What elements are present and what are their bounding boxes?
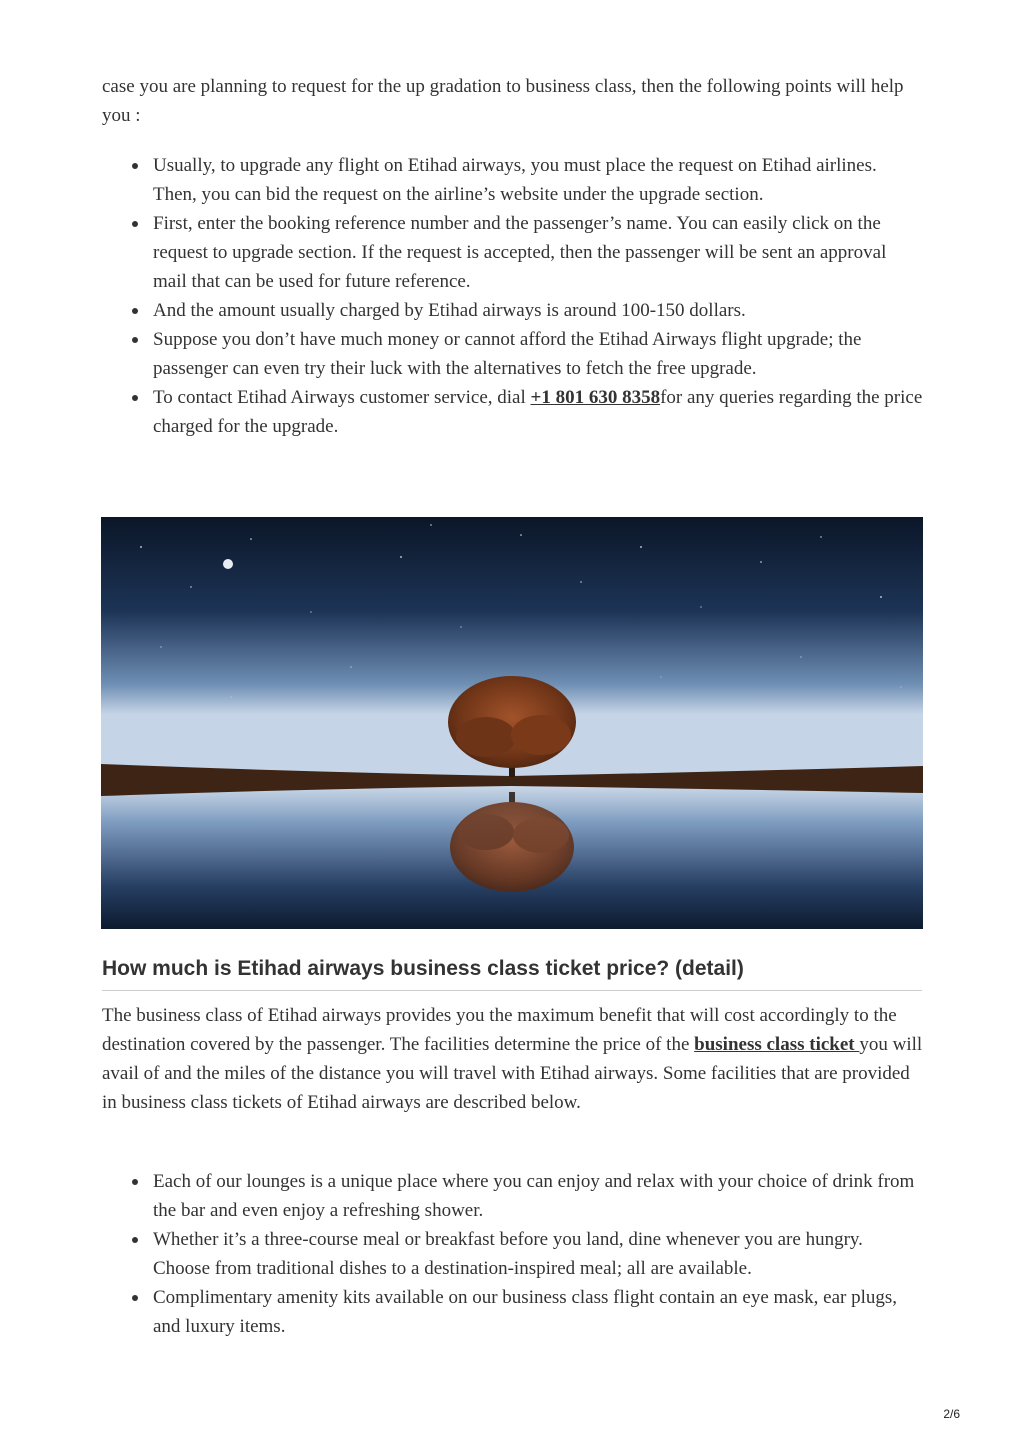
section-paragraph bbox=[102, 1001, 924, 1117]
list-item: Whether it’s a three-course meal or breakfast before you land, dine whenever you are hungry. Choose from traditional dishes to a destination-inspired meal; all are available. bbox=[102, 1225, 924, 1283]
moon bbox=[223, 559, 233, 569]
list-item: Each of our lounges is a unique place where you can enjoy and relax with your choice of drink from the bar and even enjoy a refreshing shower. bbox=[102, 1167, 924, 1225]
contact-text-after: for any queries regarding the price charged for the upgrade. bbox=[153, 387, 923, 437]
intro-paragraph: case you are planning to request for the up gradation to business class, then the following points will help you : bbox=[102, 76, 904, 126]
list-item bbox=[102, 383, 924, 441]
paragraph-text-before: The business class of Etihad airways provides you the maximum benefit that will cost accordingly to the destination covered by the passenger. The facilities determine the price of the bbox=[102, 1005, 897, 1055]
page-number: 2/6 bbox=[943, 1407, 960, 1421]
list-item: And the amount usually charged by Etihad airways is around 100-150 dollars. bbox=[102, 296, 924, 325]
business-class-ticket-link[interactable]: business class ticket bbox=[694, 1034, 860, 1055]
section-heading: How much is Etihad airways business class ticket price? (detail) bbox=[102, 955, 922, 991]
list-item: First, enter the booking reference number and the passenger’s name. You can easily click on the request to upgrade section. If the request is accepted, then the passenger will be sent an approval mail that can be used for future reference. bbox=[102, 209, 924, 296]
list-item: Usually, to upgrade any flight on Etihad airways, you must place the request on Etihad airlines. Then, you can bid the request on the airline’s website under the upgrade section. bbox=[102, 151, 924, 209]
facility-points-list bbox=[102, 1167, 924, 1341]
tree-reflection-photo bbox=[101, 517, 923, 929]
upgrade-points-list bbox=[102, 151, 924, 441]
list-item: Complimentary amenity kits available on our business class flight contain an eye mask, ear plugs, and luxury items. bbox=[102, 1283, 924, 1341]
phone-number-link[interactable]: +1 801 630 8358 bbox=[530, 387, 661, 408]
list-item: Suppose you don’t have much money or cannot afford the Etihad Airways flight upgrade; the passenger can even try their luck with the alternatives to fetch the free upgrade. bbox=[102, 325, 924, 383]
paragraph-text-after: you will avail of and the miles of the distance you will travel with Etihad airways. Some facilities that are provided in business class tickets of Etihad airways are described below. bbox=[102, 1034, 923, 1113]
contact-text-before: To contact Etihad Airways customer service, dial bbox=[153, 387, 531, 408]
